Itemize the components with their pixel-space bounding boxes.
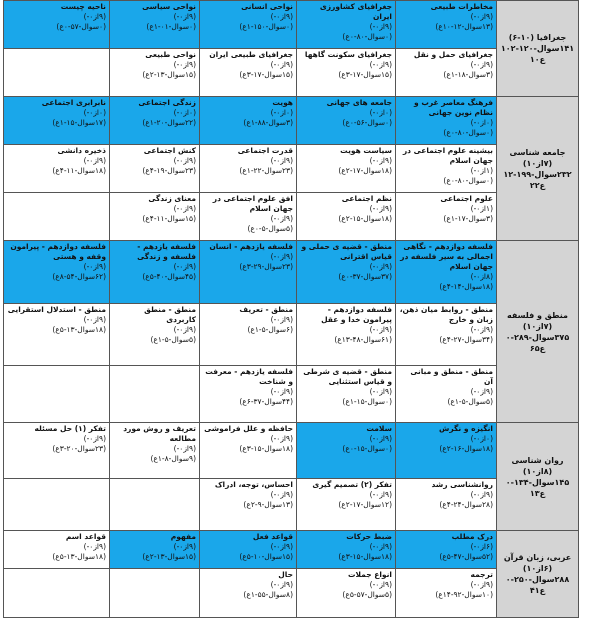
topic-score: (۹از۰-) [470, 12, 493, 21]
topic-title: قواعد اسم [65, 532, 106, 541]
topic-title: منطق - استدلال استقرایی [7, 305, 106, 314]
topic-cell [4, 531, 110, 569]
topic-cell [200, 569, 297, 618]
category-text: ع۴۱ [529, 586, 546, 595]
topic-stats: (۰سوال-۸۰-۰ع) [342, 32, 392, 41]
topic-stats: (۴۴سوال-۳۷-۶ع) [239, 397, 293, 406]
topic-score: (۹از۰-) [173, 12, 196, 21]
topic-title: جامعه های جهانی [326, 98, 392, 107]
topic-stats: (۵سوال-۵-۱ع) [447, 397, 493, 406]
topic-stats: (۳سوال-۱۸-۱ع) [443, 70, 493, 79]
topic-cell [396, 366, 497, 423]
topic-title: منطق - روابط میان ذهن، زبان و خارج [399, 305, 493, 324]
topic-cell [200, 145, 297, 193]
topic-cell [4, 49, 110, 97]
table-row [4, 241, 579, 304]
topic-cell [297, 531, 396, 569]
topic-score: (۹از۰-) [173, 444, 196, 453]
topic-score: (۹از۰-) [83, 156, 106, 165]
category-text: ۲۸۸سوال-۲۵۰-۰ [505, 575, 570, 584]
topic-score: (۹از۰-) [470, 60, 493, 69]
topic-title: نواحی سیاسی [142, 2, 196, 11]
topic-cell [200, 241, 297, 304]
topic-score: (۹از۰-) [173, 204, 196, 213]
topic-score: (۹از۰-) [270, 490, 293, 499]
topic-cell [4, 145, 110, 193]
topic-score: (۸از۰-) [470, 272, 493, 281]
topic-cell [200, 97, 297, 145]
topic-cell [297, 366, 396, 423]
topic-score: (۹از۰-) [369, 60, 392, 69]
category-text: ع۱۰ [529, 55, 546, 64]
topic-score: (۹از۰-) [173, 542, 196, 551]
topic-stats: (۰سوال-۵۷-۰ع) [56, 22, 106, 31]
topic-score: (۹از۰-) [270, 12, 293, 21]
topic-cell [297, 145, 396, 193]
topic-score: (۹از۰-) [369, 387, 392, 396]
topic-title: حال [278, 570, 293, 579]
topic-score: (۹از۰-) [470, 325, 493, 334]
topic-score: (۹از۰-) [369, 580, 392, 589]
topic-score: (۹از۰-) [83, 12, 106, 21]
topic-score: (۹از۰-) [270, 60, 293, 69]
topic-cell [297, 241, 396, 304]
topic-cell [200, 304, 297, 366]
topic-stats: (۵سوال-۵-۰ع) [247, 224, 293, 233]
topic-cell [297, 49, 396, 97]
topic-cell [4, 479, 110, 531]
topic-stats: (۰سوال-۱۵-۱ع) [342, 397, 392, 406]
topic-score: (۹از۰-) [270, 387, 293, 396]
topic-cell [110, 193, 200, 241]
topic-title: انگیزه و نگرش [439, 424, 493, 433]
category-cell [497, 1, 579, 97]
topic-title: منطق - قضیه ی شرطی و قیاس استثنایی [303, 367, 392, 386]
topic-stats: (۸سوال-۵۵-۱ع) [243, 590, 293, 599]
topic-cell [200, 423, 297, 479]
category-text: ۳۷۵سوال-۲۸۹-۰ [505, 332, 570, 342]
topic-cell [4, 241, 110, 304]
topic-score: (۹از۰-) [173, 325, 196, 334]
topic-cell [4, 304, 110, 366]
topic-score: (۹از۰-) [173, 156, 196, 165]
topic-title: علوم اجتماعی [440, 194, 493, 203]
topic-cell [396, 569, 497, 618]
topic-score: (۹از۰-) [369, 156, 392, 165]
topic-score: (۱از۰-) [470, 204, 493, 213]
subject-table [3, 0, 579, 618]
topic-stats: (۲۸سوال-۲۴-۴ع) [439, 500, 493, 509]
topic-score: (۹از۰-) [369, 262, 392, 271]
category-text: جامعه شناسی (۷از۱۰) [509, 147, 566, 168]
category-text: ع۱۳ [529, 488, 546, 498]
topic-cell [110, 97, 200, 145]
topic-title: هویت [272, 98, 293, 107]
topic-score: (۹از۰-) [369, 22, 392, 31]
topic-title: قدرت اجتماعی [237, 146, 293, 155]
topic-title: سیاست هویت [340, 146, 392, 155]
topic-cell [297, 423, 396, 479]
topic-cell [396, 193, 497, 241]
topic-title: جغرافیای طبیعی ایران [209, 50, 293, 59]
topic-stats: (۱۸سوال-۱۱-۴ع) [52, 166, 106, 175]
topic-cell [110, 241, 200, 304]
topic-score: (۹از۰-) [369, 434, 392, 443]
topic-score: (۹از۰-) [470, 490, 493, 499]
topic-cell [110, 304, 200, 366]
topic-cell [4, 97, 110, 145]
topic-title: حافظه و علل فراموشی [204, 424, 293, 433]
topic-title: ناحیه چیست [60, 2, 106, 11]
topic-stats: (۴۵سوال-۴۰-۵ع) [142, 272, 196, 281]
topic-cell [4, 193, 110, 241]
topic-stats: (۱۸سوال-۱۵-۳ع) [338, 552, 392, 561]
topic-cell [110, 531, 200, 569]
topic-score: (۹از۰-) [470, 580, 493, 589]
category-text: ۱۴۵سوال-۱۳۴-۰ [505, 477, 570, 487]
category-cell [497, 97, 579, 241]
topic-stats: (۰سوال-۵۶-۰ع) [342, 118, 392, 127]
topic-title: جغرافیای کشاورزی ایران [319, 2, 392, 21]
topic-score: (۹از۰-) [83, 315, 106, 324]
topic-stats: (۰سوال-۸۰-۰ع) [443, 128, 493, 137]
topic-title: نظم اجتماعی [341, 194, 392, 203]
topic-title: نابرابری اجتماعی [41, 98, 106, 107]
topic-cell [396, 241, 497, 304]
category-text: روان شناسی (۸از۱۰) [511, 455, 564, 476]
topic-stats: (۱۷سوال-۱۵-۱ع) [52, 118, 106, 127]
topic-score: (۹از۰-) [173, 262, 196, 271]
topic-stats: (۳سوال-۱۷-۱ع) [443, 214, 493, 223]
topic-title: قواعد فعل [252, 532, 293, 541]
table-row [4, 531, 579, 569]
topic-title: فلسفه دوازدهم - نگاهی اجمالی به سیر فلسفه در جهان اسلام [400, 242, 493, 271]
topic-score: (۹از۰-) [270, 252, 293, 261]
topic-cell [200, 479, 297, 531]
topic-title: جغرافیای حمل و نقل [413, 50, 493, 59]
category-text: جغرافیا (۱۰-۶) [508, 33, 567, 42]
topic-title: تفکر (۱) حل مسئله [34, 424, 106, 433]
category-text: ۲۳۲سوال-۱۹۹-۱۲ [503, 169, 572, 179]
topic-stats: (۳۴سوال-۲۷-۴ع) [439, 335, 493, 344]
topic-title: سلامت [366, 424, 392, 433]
category-cell [497, 241, 579, 423]
topic-stats: (۳سوال-۸۸-۱ع) [243, 118, 293, 127]
topic-score: (۹از۰-) [83, 434, 106, 443]
topic-score: (۹از۰-) [83, 262, 106, 271]
topic-title: منطق - منطق و مبانی آن [410, 367, 493, 386]
topic-cell [4, 1, 110, 49]
topic-title: بیشینه علوم اجتماعی در جهان اسلام [402, 146, 493, 165]
topic-cell [110, 423, 200, 479]
table-row [4, 145, 579, 193]
topic-stats: (۱۰سوال-۹۲-۱۴ع) [435, 590, 493, 599]
topic-stats: (۰سوال-۰۱-۱ع) [146, 22, 196, 31]
category-text: ۱۴۱سوال-۱۲۰-۱۰۲ [500, 44, 575, 53]
table-row [4, 569, 579, 618]
topic-stats: (۵۲سوال-۴۷-۵ع) [439, 552, 493, 561]
topic-cell [200, 49, 297, 97]
topic-score: (۰از۰-) [173, 108, 196, 117]
table-row [4, 479, 579, 531]
topic-cell [200, 193, 297, 241]
topic-cell [396, 304, 497, 366]
topic-score: (۹از۰-) [83, 542, 106, 551]
topic-cell [110, 145, 200, 193]
topic-score: (۰از۰-) [270, 108, 293, 117]
topic-cell [396, 423, 497, 479]
topic-title: ضبط حرکات [346, 532, 392, 541]
topic-cell [110, 49, 200, 97]
topic-stats: (۱۵سوال-۱۱-۴ع) [142, 214, 196, 223]
topic-cell [396, 1, 497, 49]
topic-title: کنش اجتماعی [143, 146, 196, 155]
topic-title: احساس، توجه، ادراک [214, 480, 293, 489]
topic-score: (۶از۰-) [470, 542, 493, 551]
topic-stats: (۱۵سوال-۱۳-۲ع) [142, 70, 196, 79]
topic-score: (۹از۰-) [270, 542, 293, 551]
topic-title: انواع جملات [347, 570, 392, 579]
table-row [4, 49, 579, 97]
topic-score: (۹از۰-) [173, 60, 196, 69]
topic-title: نواحی طبیعی [145, 50, 196, 59]
topic-stats: (۱۸سوال-۱۷-۲ع) [338, 166, 392, 175]
topic-score: (۹از۰-) [270, 156, 293, 165]
topic-stats: (۱۳سوال-۱۲-۱۰ع) [435, 22, 493, 31]
table-row [4, 1, 579, 49]
category-cell [497, 423, 579, 531]
topic-cell [4, 366, 110, 423]
subject-table-wrapper [3, 0, 579, 618]
topic-cell [396, 531, 497, 569]
topic-score: (۹از۰-) [270, 315, 293, 324]
topic-score: (۹از۰-) [369, 204, 392, 213]
topic-title: فرهنگ معاصر غرب و نظام نوین جهانی [414, 98, 493, 117]
topic-title: فلسفه دوازدهم - پیرامون وقفه و هستی [10, 242, 106, 261]
topic-title: مفهوم [170, 532, 196, 541]
topic-stats: (۰سوال-۱۵۰-۱ع) [239, 22, 293, 31]
topic-title: فلسفه یازدهم - معرفت و شناخت [205, 367, 293, 386]
topic-score: (۰از۰-) [470, 118, 493, 127]
topic-stats: (۱۵سوال-۱۷-۳ع) [338, 70, 392, 79]
topic-stats: (۰سوال-۸۰-۰ع) [443, 176, 493, 185]
topic-title: روانشناسی رشد [431, 480, 493, 489]
topic-title: فلسفه دوازدهم - پیرامون خدا و عقل [321, 305, 392, 324]
topic-title: تعریف و روش مورد مطالعه [123, 424, 196, 443]
topic-title: ترجمه [470, 570, 493, 579]
category-text: ع۲۲ [529, 180, 546, 190]
topic-title: نواحی انسانی [241, 2, 293, 11]
topic-cell [200, 1, 297, 49]
topic-title: تفکر (۲) تصمیم گیری [312, 480, 392, 489]
topic-score: (۹از۰-) [369, 490, 392, 499]
topic-title: فلسفه یازدهم - انسان [209, 242, 293, 251]
topic-score: (۱از۰-) [470, 166, 493, 175]
topic-score: (۹از۰-) [270, 580, 293, 589]
topic-title: منطق - منطق کاربردی [144, 305, 196, 324]
topic-stats: (۱۵سوال-۱۰-۵ع) [239, 552, 293, 561]
topic-stats: (۱۸سوال-۱۴-۴ع) [439, 282, 493, 291]
topic-title: افق علوم اجتماعی در جهان اسلام [212, 194, 293, 213]
table-row [4, 366, 579, 423]
topic-score: (۹از۰-) [369, 542, 392, 551]
topic-cell [110, 366, 200, 423]
topic-cell [396, 97, 497, 145]
topic-stats: (۰سوال-۱۵-۰ع) [342, 444, 392, 453]
topic-title: معنای زندگی [148, 194, 196, 203]
topic-cell [110, 569, 200, 618]
topic-stats: (۲۲سوال-۲۰-۱ع) [142, 118, 196, 127]
topic-stats: (۱۸سوال-۱۵-۲ع) [338, 214, 392, 223]
topic-cell [200, 531, 297, 569]
category-cell [497, 531, 579, 618]
topic-cell [4, 569, 110, 618]
category-text: منطق و فلسفه (۷از۱۰) [506, 310, 569, 331]
category-text: عربی، زبان قرآن (۶از۱۰) [503, 553, 572, 573]
topic-score: (۹از۰-) [270, 214, 293, 223]
topic-stats: (۲۳سوال-۲۲-۱ع) [239, 166, 293, 175]
topic-stats: (۱۳سوال-۹-۲ع) [243, 500, 293, 509]
topic-cell [396, 479, 497, 531]
topic-score: (۹از۰-) [270, 434, 293, 443]
topic-stats: (۲۳سوال-۱۹-۴ع) [142, 166, 196, 175]
topic-title: منطق - قضیه ی حملی و قیاس اقترانی [301, 242, 392, 261]
topic-cell [200, 366, 297, 423]
topic-stats: (۶۱سوال-۴۸-۱۳ع) [334, 335, 392, 344]
topic-title: زندگی اجتماعی [138, 98, 196, 107]
table-row [4, 304, 579, 366]
topic-cell [297, 193, 396, 241]
topic-stats: (۱۲سوال-۱۷-۲ع) [338, 500, 392, 509]
topic-cell [297, 479, 396, 531]
topic-cell [297, 304, 396, 366]
topic-stats: (۱۸سوال-۱۶-۲ع) [439, 444, 493, 453]
table-row [4, 193, 579, 241]
topic-stats: (۱۸سوال-۱۵-۳ع) [239, 444, 293, 453]
topic-title: فلسفه یازدهم - فلسفه و زندگی [137, 242, 196, 261]
topic-cell [396, 49, 497, 97]
topic-stats: (۲۳سوال-۲۹-۳ع) [239, 262, 293, 271]
topic-title: جغرافیای سکونت گاهها [304, 50, 392, 59]
topic-score: (۰از۰-) [369, 108, 392, 117]
topic-stats: (۱۵سوال-۱۷-۳ع) [239, 70, 293, 79]
topic-stats: (۱۸سوال-۱۳-۵ع) [52, 552, 106, 561]
topic-cell [297, 1, 396, 49]
topic-stats: (۱۸سوال-۱۳-۵ع) [52, 325, 106, 334]
topic-cell [297, 569, 396, 618]
topic-score: (۹از۰-) [470, 387, 493, 396]
topic-stats: (۶۲سوال-۵۴-۸ع) [52, 272, 106, 281]
topic-cell [4, 423, 110, 479]
table-row [4, 97, 579, 145]
topic-score: (۹از۰-) [369, 325, 392, 334]
topic-title: درک مطلب [451, 532, 493, 541]
topic-title: منطق - تعریف [239, 305, 293, 314]
topic-cell [396, 145, 497, 193]
topic-title: مخاطرات طبیعی [430, 2, 493, 11]
topic-stats: (۵سوال-۵-۱ع) [150, 335, 196, 344]
topic-title: ذخیره دانشی [57, 146, 106, 155]
topic-stats: (۵سوال-۵۷-۵ع) [342, 590, 392, 599]
topic-cell [110, 1, 200, 49]
topic-cell [110, 479, 200, 531]
category-text: ع۶۵ [529, 343, 546, 353]
topic-stats: (۲۳سوال-۲۰-۳ع) [52, 444, 106, 453]
topic-score: (۰از۰-) [83, 108, 106, 117]
topic-stats: (۹سوال-۸-۱ع) [150, 454, 196, 463]
topic-stats: (۱۵سوال-۱۳-۲ع) [142, 552, 196, 561]
topic-score: (۰از۰-) [470, 434, 493, 443]
topic-stats: (۶سوال-۵-۱ع) [247, 325, 293, 334]
topic-cell [297, 97, 396, 145]
topic-stats: (۳۷سوال-۳۷-۰ع) [338, 272, 392, 281]
table-row [4, 423, 579, 479]
